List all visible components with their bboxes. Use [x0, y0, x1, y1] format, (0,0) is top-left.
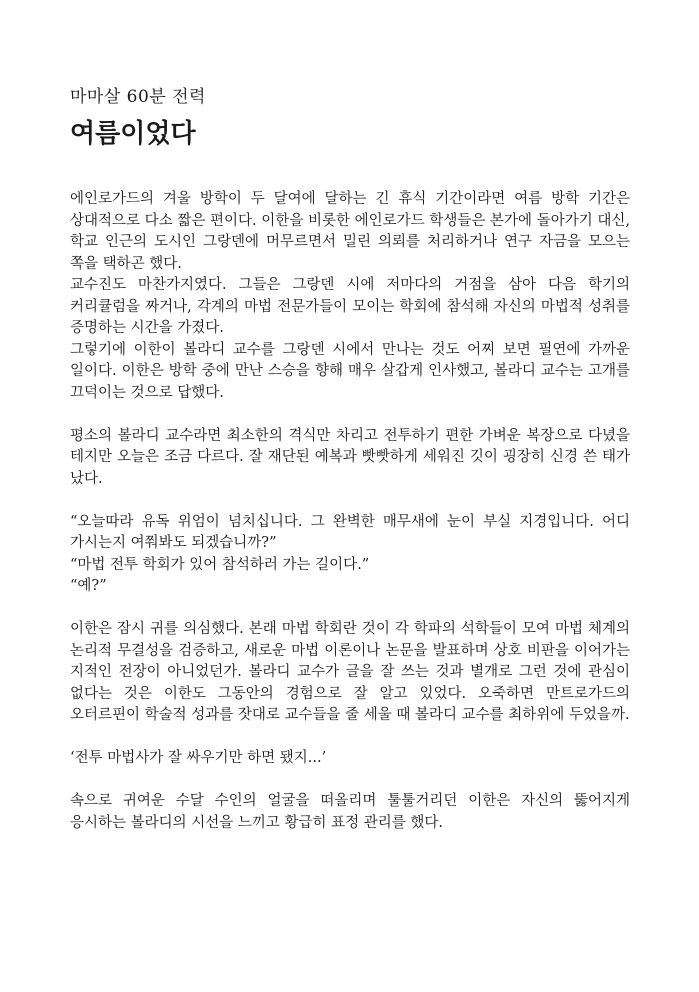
- document-subtitle: 마마살 60분 전력: [70, 87, 206, 107]
- dialogue-line: “마법 전투 학회가 있어 참석하러 가는 길이다.”: [70, 556, 370, 573]
- paragraph: 교수진도 마찬가지였다. 그들은 그랑덴 시에 저마다의 거점을 삼아 다음 학기의 커리큘럼을 짜거나, 각계의 마법 전문가들이 모이는 학회에 참석해 자신의 마법적 성취를 증명하는 시간을 가졌다.: [70, 277, 630, 336]
- document-title: 여름이었다: [70, 119, 196, 149]
- paragraph: 속으로 귀여운 수달 수인의 얼굴을 떠올리며 툴툴거리던 이한은 자신의 뚫어지게 응시하는 볼라디의 시선을 느끼고 황급히 표정 관리를 했다.: [70, 793, 630, 831]
- paragraph: 평소의 볼라디 교수라면 최소한의 격식만 차리고 전투하기 편한 가벼운 복장으로 다녔을 테지만 오늘은 조금 다르다. 잘 재단된 예복과 빳빳하게 세워진 깃이 굉장히 신경 쓴 태가 났다.: [70, 427, 630, 487]
- inner-thought: ‘전투 마법사가 잘 싸우기만 하면 됐지...’: [70, 750, 327, 766]
- dialogue-line: “오늘따라 유독 위엄이 넘치십니다. 그 완벽한 매무새에 눈이 부실 지경입니다. 어디 가시는지 여쭤봐도 되겠습니까?”: [70, 513, 630, 551]
- paragraph-spacer: [70, 598, 630, 620]
- paragraph: 그렇기에 이한이 볼라디 교수를 그랑덴 시에서 만나는 것도 어찌 보면 필연에 가까운 일이다. 이한은 방학 중에 만난 스승을 향해 매우 살갑게 인사했고, 볼라디 교수는 고개를 끄덕이는 것으로 답했다.: [70, 341, 630, 401]
- paragraph-spacer: [70, 404, 630, 426]
- paragraph-spacer: [70, 490, 630, 512]
- paragraph-spacer: [70, 770, 630, 792]
- paragraph-spacer: [70, 727, 630, 749]
- document-page: [70, 84, 630, 834]
- dialogue-line: “예?”: [70, 578, 107, 594]
- paragraph: 에인로가드의 겨울 방학이 두 달여에 달하는 긴 휴식 기간이라면 여름 방학 기간은 상대적으로 다소 짧은 편이다. 이한을 비롯한 에인로가드 학생들은 본가에 돌아가기 대신, 학교 인근의 도시인 그랑덴에 머무르면서 밀린 의뢰를 처리하거나 연구 자금을 모으는 쪽을 택하곤 했다.: [70, 191, 630, 272]
- paragraph: 이한은 잠시 귀를 의심했다. 본래 마법 학회란 것이 각 학파의 석학들이 모여 마법 체계의 논리적 무결성을 검증하고, 새로운 마법 이론이나 논문을 발표하며 상호 비판을 이어가는 지적인 전장이 아니었던가. 볼라디 교수가 글을 잘 쓰는 것과 별개로 그런 것에 관심이 없다는 것은 이한도 그동안의 경험으로 잘 알고 있었다. 오죽하면 만트로가드의 오터르핀이 학술적 성과를 잣대로 교수들을 줄 세울 때 볼라디 교수를 최하위에 두었을까.: [70, 621, 630, 723]
- document-body: [70, 189, 630, 834]
